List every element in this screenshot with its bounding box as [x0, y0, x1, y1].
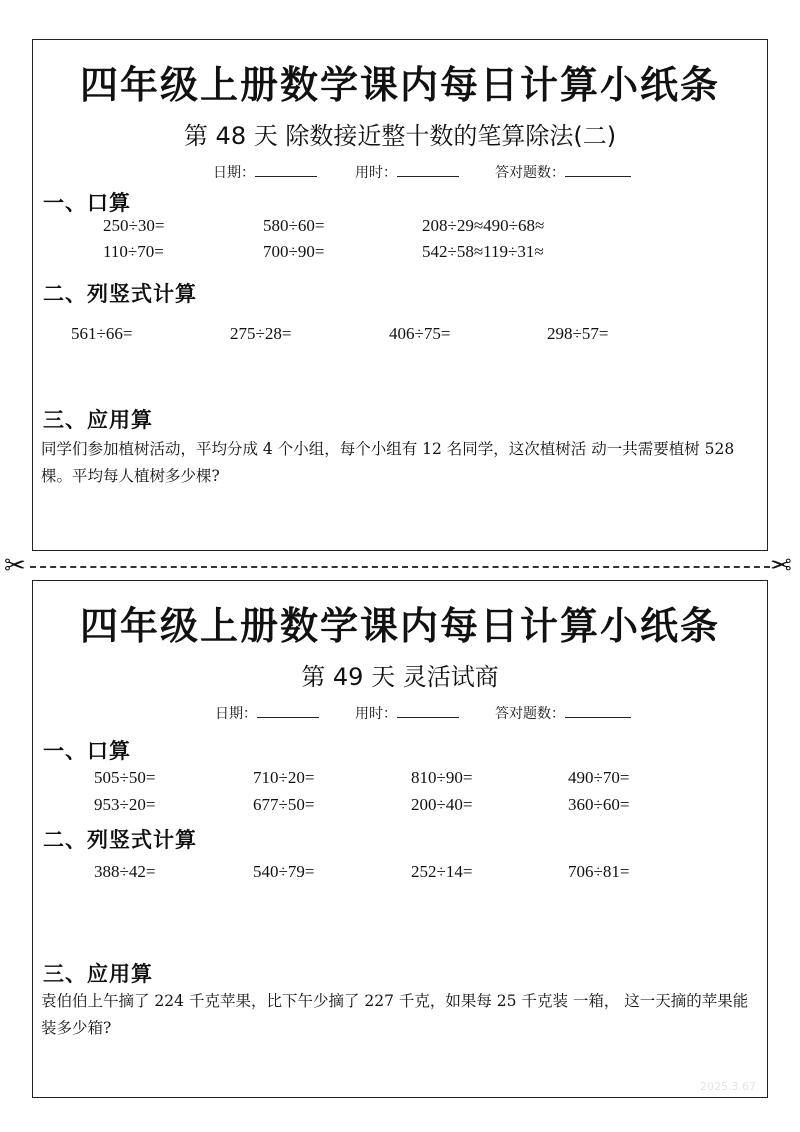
correct-count-label: 答对题数：	[495, 706, 565, 722]
cut-line	[30, 566, 770, 568]
oral-problem: 700÷90=	[263, 242, 325, 261]
oral-problem: 200÷40=	[411, 795, 473, 814]
correct-count-blank	[565, 162, 631, 177]
section-oral-title: 一、口算	[43, 739, 131, 763]
date-blank	[257, 703, 319, 718]
worksheet-title: 四年级上册数学课内每日计算小纸条	[79, 604, 720, 648]
scissors-icon: ✂	[770, 551, 792, 581]
lesson-subtitle: 第 48 天 除数接近整十数的笔算除法(二)	[183, 122, 617, 150]
vertical-problem: 298÷57=	[547, 324, 609, 343]
oral-problem: 505÷50=	[94, 768, 156, 787]
section-application-title: 三、应用算	[43, 408, 153, 432]
vertical-problem: 406÷75=	[389, 324, 451, 343]
oral-problem: 250÷30=	[103, 216, 165, 235]
section-vertical-title: 二、列竖式计算	[43, 828, 197, 852]
oral-problem: 953÷20=	[94, 795, 156, 814]
time-blank	[397, 162, 459, 177]
vertical-problem: 252÷14=	[411, 862, 473, 881]
date-field	[213, 162, 317, 182]
vertical-problem: 706÷81=	[568, 862, 630, 881]
oral-problem: 677÷50=	[253, 795, 315, 814]
vertical-problem: 388÷42=	[94, 862, 156, 881]
oral-problem: 110÷70=	[103, 242, 164, 261]
time-field	[355, 162, 459, 182]
vertical-problem: 275÷28=	[230, 324, 292, 343]
word-problem-text: 袁伯伯上午摘了 224 千克苹果，比下午少摘了 227 千克，如果每 25 千克装 一箱， 这一天摘的苹果能装多少箱?	[41, 992, 749, 1037]
watermark: 2025.3.67	[700, 1080, 756, 1093]
oral-problem: 490÷70=	[568, 768, 630, 787]
word-problem-text: 同学们参加植树活动，平均分成 4 个小组，每个小组有 12 名同学，这次植树活 动一共需要植树 528 棵。平均每人植树多少棵?	[41, 440, 735, 485]
oral-problem: 360÷60=	[568, 795, 630, 814]
time-blank	[397, 703, 459, 718]
time-label: 用时：	[355, 706, 397, 722]
worksheet-title: 四年级上册数学课内每日计算小纸条	[79, 63, 720, 107]
worksheet-day-49	[32, 580, 768, 1098]
scissors-icon: ✂	[4, 551, 26, 581]
correct-count-label: 答对题数：	[495, 165, 565, 181]
date-label: 日期：	[213, 165, 255, 181]
worksheet-day-48	[32, 39, 768, 551]
date-blank	[255, 162, 317, 177]
oral-problem: 542÷58≈119÷31≈	[422, 242, 544, 261]
date-field	[215, 703, 319, 723]
oral-problem: 810÷90=	[411, 768, 473, 787]
date-label: 日期：	[215, 706, 257, 722]
correct-count-blank	[565, 703, 631, 718]
section-vertical-title: 二、列竖式计算	[43, 282, 197, 306]
time-field	[355, 703, 459, 723]
section-application-title: 三、应用算	[43, 962, 153, 986]
correct-count-field	[495, 162, 631, 182]
oral-problem: 580÷60=	[263, 216, 325, 235]
section-oral-title: 一、口算	[43, 191, 131, 215]
correct-count-field	[495, 703, 631, 723]
time-label: 用时：	[355, 165, 397, 181]
oral-problem: 208÷29≈490÷68≈	[422, 216, 545, 235]
vertical-problem: 561÷66=	[71, 324, 133, 343]
oral-problem: 710÷20=	[253, 768, 315, 787]
lesson-subtitle: 第 49 天 灵活试商	[301, 663, 499, 691]
vertical-problem: 540÷79=	[253, 862, 315, 881]
